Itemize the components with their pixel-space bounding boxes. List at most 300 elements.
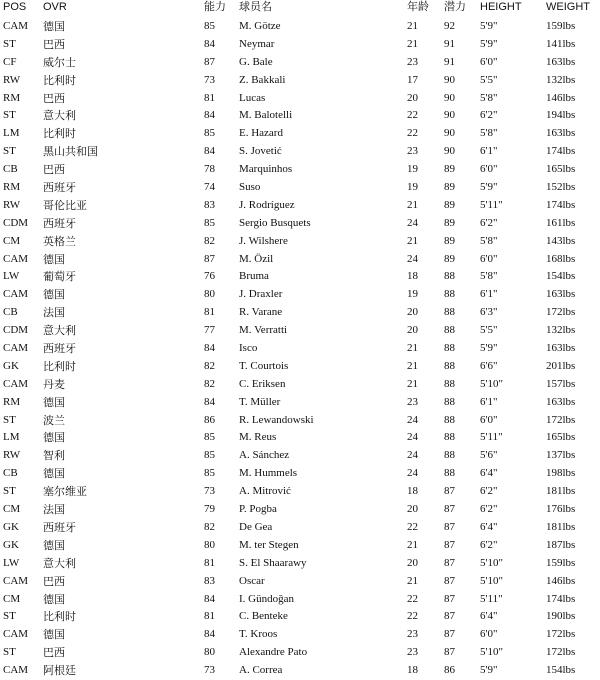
cell-nationality: 塞尔维亚 <box>43 485 87 499</box>
cell-player-name: Lucas <box>239 91 266 104</box>
cell-player-name: De Gea <box>239 520 273 533</box>
cell-player-name: M. Balotelli <box>239 109 293 122</box>
cell-nationality: 英格兰 <box>43 234 76 248</box>
cell-pos: RM <box>3 91 21 104</box>
cell-overall: 85 <box>204 20 215 32</box>
cell-weight: 165lbs <box>546 431 576 444</box>
cell-potential: 87 <box>444 556 455 569</box>
cell-nationality: 德国 <box>43 592 65 606</box>
table-row <box>0 662 600 680</box>
cell-overall: 85 <box>204 467 215 480</box>
cell-potential: 88 <box>444 431 455 444</box>
table-row <box>0 233 600 251</box>
cell-age: 20 <box>407 556 418 569</box>
cell-overall: 83 <box>204 198 215 211</box>
cell-age: 18 <box>407 485 418 498</box>
header-pos: POS <box>3 1 27 13</box>
table-row <box>0 268 600 286</box>
cell-height: 5'9" <box>480 664 498 677</box>
cell-potential: 88 <box>444 359 455 372</box>
cell-nationality: 比利时 <box>43 73 76 87</box>
cell-age: 23 <box>407 55 418 68</box>
cell-age: 23 <box>407 395 418 408</box>
cell-potential: 88 <box>444 270 455 283</box>
cell-nationality: 巴西 <box>43 163 65 177</box>
header-player-name: 球员名 <box>239 1 272 13</box>
table-row <box>0 179 600 197</box>
header-overall: 能力 <box>204 1 226 13</box>
cell-overall: 82 <box>204 359 215 372</box>
cell-weight: 163lbs <box>546 342 576 355</box>
cell-age: 21 <box>407 574 418 587</box>
cell-weight: 141lbs <box>546 37 576 50</box>
cell-height: 5'6" <box>480 449 498 462</box>
cell-overall: 81 <box>204 91 215 104</box>
cell-potential: 87 <box>444 628 455 641</box>
cell-potential: 87 <box>444 574 455 587</box>
cell-height: 6'4" <box>480 610 498 623</box>
cell-potential: 90 <box>444 127 455 140</box>
table-row <box>0 358 600 376</box>
cell-weight: 163lbs <box>546 395 576 408</box>
cell-age: 24 <box>407 216 418 229</box>
cell-nationality: 德国 <box>43 431 65 445</box>
cell-height: 6'0" <box>480 628 498 641</box>
cell-nationality: 比利时 <box>43 610 76 624</box>
cell-height: 6'0" <box>480 413 498 426</box>
cell-pos: CAM <box>3 574 29 587</box>
cell-weight: 163lbs <box>546 127 576 140</box>
cell-nationality: 智利 <box>43 449 65 463</box>
table-row <box>0 54 600 72</box>
cell-weight: 163lbs <box>546 55 576 68</box>
cell-weight: 163lbs <box>546 288 576 301</box>
cell-age: 22 <box>407 610 418 623</box>
cell-pos: CB <box>3 163 18 176</box>
cell-nationality: 法国 <box>43 503 65 517</box>
cell-potential: 88 <box>444 395 455 408</box>
cell-height: 5'11" <box>480 592 503 605</box>
cell-height: 6'0" <box>480 163 498 176</box>
cell-player-name: M. Hummels <box>239 467 298 480</box>
cell-height: 6'4" <box>480 520 498 533</box>
cell-weight: 172lbs <box>546 306 576 319</box>
cell-nationality: 波兰 <box>43 413 65 427</box>
cell-nationality: 比利时 <box>43 127 76 141</box>
cell-weight: 174lbs <box>546 198 576 211</box>
cell-pos: RW <box>3 449 21 462</box>
table-row <box>0 197 600 215</box>
cell-weight: 159lbs <box>546 20 576 32</box>
cell-age: 21 <box>407 359 418 372</box>
cell-weight: 187lbs <box>546 538 576 551</box>
cell-age: 21 <box>407 37 418 50</box>
table-row <box>0 322 600 340</box>
table-row <box>0 90 600 108</box>
cell-weight: 143lbs <box>546 234 576 247</box>
table-row <box>0 573 600 591</box>
cell-nationality: 德国 <box>43 538 65 552</box>
cell-potential: 88 <box>444 467 455 480</box>
cell-weight: 157lbs <box>546 377 576 390</box>
cell-overall: 85 <box>204 431 215 444</box>
cell-potential: 88 <box>444 324 455 337</box>
table-row <box>0 36 600 54</box>
cell-nationality: 意大利 <box>43 556 76 570</box>
cell-potential: 90 <box>444 145 455 158</box>
cell-potential: 88 <box>444 288 455 301</box>
cell-age: 23 <box>407 145 418 158</box>
cell-weight: 146lbs <box>546 91 576 104</box>
cell-weight: 132lbs <box>546 73 576 86</box>
cell-potential: 87 <box>444 520 455 533</box>
cell-potential: 87 <box>444 485 455 498</box>
cell-potential: 90 <box>444 73 455 86</box>
cell-age: 20 <box>407 503 418 516</box>
cell-player-name: M. Reus <box>239 431 277 444</box>
cell-nationality: 比利时 <box>43 359 76 373</box>
cell-nationality: 巴西 <box>43 91 65 105</box>
table-row <box>0 18 600 36</box>
cell-age: 22 <box>407 127 418 140</box>
cell-player-name: M. Götze <box>239 20 281 32</box>
cell-height: 6'2" <box>480 109 498 122</box>
cell-height: 5'11" <box>480 198 503 211</box>
cell-potential: 87 <box>444 538 455 551</box>
cell-pos: ST <box>3 610 16 623</box>
cell-player-name: R. Varane <box>239 306 283 319</box>
cell-nationality: 德国 <box>43 288 65 302</box>
cell-pos: RW <box>3 73 21 86</box>
cell-player-name: S. Jovetić <box>239 145 282 158</box>
cell-potential: 89 <box>444 181 455 194</box>
cell-pos: CAM <box>3 20 29 32</box>
cell-age: 21 <box>407 377 418 390</box>
table-row <box>0 644 600 662</box>
cell-age: 20 <box>407 306 418 319</box>
cell-height: 5'9" <box>480 37 498 50</box>
table-row <box>0 107 600 125</box>
cell-potential: 88 <box>444 449 455 462</box>
cell-height: 5'10" <box>480 377 503 390</box>
header-potential: 潜力 <box>444 1 466 13</box>
cell-player-name: Marquinhos <box>239 163 293 176</box>
cell-height: 5'10" <box>480 574 503 587</box>
cell-player-name: E. Hazard <box>239 127 283 140</box>
table-row <box>0 447 600 465</box>
cell-weight: 159lbs <box>546 556 576 569</box>
cell-weight: 198lbs <box>546 467 576 480</box>
cell-age: 18 <box>407 270 418 283</box>
cell-player-name: M. ter Stegen <box>239 538 299 551</box>
header-weight: WEIGHT <box>546 1 590 13</box>
cell-height: 6'3" <box>480 306 498 319</box>
cell-pos: LW <box>3 556 20 569</box>
table-row <box>0 143 600 161</box>
table-row <box>0 608 600 626</box>
cell-pos: GK <box>3 359 19 372</box>
header-nationality: OVR <box>43 1 67 13</box>
cell-height: 5'5" <box>480 324 498 337</box>
table-row <box>0 519 600 537</box>
cell-pos: CM <box>3 234 21 247</box>
cell-age: 22 <box>407 109 418 122</box>
cell-potential: 89 <box>444 234 455 247</box>
cell-overall: 77 <box>204 324 215 337</box>
cell-overall: 84 <box>204 628 215 641</box>
cell-pos: CM <box>3 503 21 516</box>
cell-potential: 88 <box>444 377 455 390</box>
cell-height: 5'5" <box>480 73 498 86</box>
cell-nationality: 巴西 <box>43 646 65 660</box>
cell-weight: 161lbs <box>546 216 576 229</box>
cell-overall: 87 <box>204 55 215 68</box>
cell-pos: GK <box>3 538 19 551</box>
table-row <box>0 555 600 573</box>
cell-pos: LW <box>3 270 20 283</box>
table-row <box>0 340 600 358</box>
cell-player-name: A. Mitrović <box>239 485 291 498</box>
cell-player-name: T. Courtois <box>239 359 289 372</box>
cell-pos: CB <box>3 467 18 480</box>
cell-weight: 154lbs <box>546 664 576 677</box>
cell-weight: 154lbs <box>546 270 576 283</box>
cell-player-name: Oscar <box>239 574 265 587</box>
table-row <box>0 251 600 269</box>
cell-height: 5'9" <box>480 342 498 355</box>
cell-age: 21 <box>407 342 418 355</box>
cell-age: 24 <box>407 449 418 462</box>
cell-pos: ST <box>3 145 16 158</box>
cell-nationality: 丹麦 <box>43 377 65 391</box>
cell-age: 21 <box>407 538 418 551</box>
cell-age: 22 <box>407 592 418 605</box>
table-row <box>0 412 600 430</box>
cell-nationality: 西班牙 <box>43 181 76 195</box>
cell-pos: ST <box>3 37 16 50</box>
cell-nationality: 德国 <box>43 628 65 642</box>
cell-nationality: 德国 <box>43 395 65 409</box>
cell-player-name: Alexandre Pato <box>239 646 308 659</box>
table-row <box>0 429 600 447</box>
cell-weight: 174lbs <box>546 592 576 605</box>
cell-overall: 87 <box>204 252 215 265</box>
table-row <box>0 591 600 609</box>
cell-potential: 89 <box>444 252 455 265</box>
cell-player-name: Sergio Busquets <box>239 216 311 229</box>
cell-nationality: 黑山共和国 <box>43 145 98 159</box>
cell-height: 5'10" <box>480 556 503 569</box>
cell-overall: 86 <box>204 413 215 426</box>
cell-weight: 132lbs <box>546 324 576 337</box>
cell-potential: 87 <box>444 592 455 605</box>
cell-height: 5'8" <box>480 127 498 140</box>
cell-player-name: T. Kroos <box>239 628 278 641</box>
cell-pos: GK <box>3 520 19 533</box>
cell-height: 6'2" <box>480 485 498 498</box>
cell-age: 21 <box>407 234 418 247</box>
cell-potential: 89 <box>444 163 455 176</box>
table-body <box>0 18 600 680</box>
cell-weight: 146lbs <box>546 574 576 587</box>
cell-potential: 86 <box>444 664 455 677</box>
cell-player-name: M. Verratti <box>239 324 288 337</box>
cell-nationality: 西班牙 <box>43 216 76 230</box>
cell-height: 6'6" <box>480 359 498 372</box>
cell-potential: 89 <box>444 216 455 229</box>
cell-height: 6'0" <box>480 252 498 265</box>
cell-overall: 84 <box>204 342 215 355</box>
cell-pos: RM <box>3 181 21 194</box>
cell-potential: 88 <box>444 413 455 426</box>
cell-weight: 172lbs <box>546 628 576 641</box>
cell-overall: 82 <box>204 520 215 533</box>
cell-weight: 190lbs <box>546 610 576 623</box>
cell-potential: 87 <box>444 610 455 623</box>
cell-player-name: J. Draxler <box>239 288 283 301</box>
cell-age: 24 <box>407 431 418 444</box>
cell-pos: CAM <box>3 377 29 390</box>
cell-player-name: Bruma <box>239 270 269 283</box>
cell-overall: 74 <box>204 181 215 194</box>
cell-pos: CAM <box>3 664 29 677</box>
cell-pos: CF <box>3 55 17 68</box>
cell-nationality: 威尔士 <box>43 55 76 69</box>
cell-player-name: I. Gündoğan <box>239 592 294 605</box>
cell-potential: 89 <box>444 198 455 211</box>
cell-overall: 85 <box>204 449 215 462</box>
table-row <box>0 72 600 90</box>
cell-player-name: S. El Shaarawy <box>239 556 307 569</box>
cell-pos: CAM <box>3 628 29 641</box>
cell-player-name: R. Lewandowski <box>239 413 314 426</box>
table-row <box>0 161 600 179</box>
cell-height: 5'8" <box>480 91 498 104</box>
cell-height: 6'2" <box>480 538 498 551</box>
cell-weight: 194lbs <box>546 109 576 122</box>
cell-overall: 83 <box>204 574 215 587</box>
cell-potential: 90 <box>444 109 455 122</box>
cell-nationality: 巴西 <box>43 574 65 588</box>
cell-age: 20 <box>407 324 418 337</box>
cell-pos: CM <box>3 592 21 605</box>
cell-weight: 168lbs <box>546 252 576 265</box>
cell-potential: 87 <box>444 503 455 516</box>
cell-age: 24 <box>407 252 418 265</box>
cell-nationality: 法国 <box>43 306 65 320</box>
cell-pos: LM <box>3 431 20 444</box>
cell-age: 21 <box>407 198 418 211</box>
cell-potential: 92 <box>444 20 455 32</box>
cell-overall: 84 <box>204 592 215 605</box>
cell-player-name: G. Bale <box>239 55 273 68</box>
cell-weight: 174lbs <box>546 145 576 158</box>
table-row <box>0 376 600 394</box>
cell-player-name: C. Benteke <box>239 610 288 623</box>
cell-weight: 172lbs <box>546 413 576 426</box>
cell-height: 5'9" <box>480 20 498 32</box>
cell-player-name: J. Rodríguez <box>239 198 295 211</box>
cell-weight: 165lbs <box>546 163 576 176</box>
cell-pos: ST <box>3 485 16 498</box>
cell-pos: CDM <box>3 216 29 229</box>
cell-overall: 81 <box>204 556 215 569</box>
cell-weight: 201lbs <box>546 359 576 372</box>
cell-potential: 91 <box>444 55 455 68</box>
cell-overall: 84 <box>204 109 215 122</box>
table-row <box>0 215 600 233</box>
table-header <box>0 0 600 18</box>
table-row <box>0 394 600 412</box>
cell-pos: LM <box>3 127 20 140</box>
cell-player-name: M. Özil <box>239 252 274 265</box>
table-row <box>0 537 600 555</box>
cell-age: 18 <box>407 664 418 677</box>
cell-potential: 88 <box>444 342 455 355</box>
cell-overall: 80 <box>204 288 215 301</box>
header-height: HEIGHT <box>480 1 522 13</box>
cell-height: 6'1" <box>480 145 498 158</box>
table-row <box>0 501 600 519</box>
cell-nationality: 葡萄牙 <box>43 270 76 284</box>
cell-weight: 181lbs <box>546 520 576 533</box>
cell-pos: CDM <box>3 324 29 337</box>
cell-height: 5'9" <box>480 181 498 194</box>
cell-weight: 152lbs <box>546 181 576 194</box>
cell-pos: RW <box>3 198 21 211</box>
cell-nationality: 巴西 <box>43 37 65 51</box>
cell-height: 6'1" <box>480 288 498 301</box>
cell-age: 22 <box>407 520 418 533</box>
cell-overall: 85 <box>204 127 215 140</box>
header-age: 年龄 <box>407 1 429 13</box>
cell-player-name: Suso <box>239 181 261 194</box>
cell-pos: CAM <box>3 342 29 355</box>
cell-nationality: 德国 <box>43 252 65 266</box>
cell-nationality: 阿根廷 <box>43 664 76 678</box>
cell-overall: 84 <box>204 145 215 158</box>
cell-potential: 91 <box>444 37 455 50</box>
cell-age: 24 <box>407 413 418 426</box>
cell-overall: 85 <box>204 216 215 229</box>
cell-height: 5'10" <box>480 646 503 659</box>
cell-height: 6'1" <box>480 395 498 408</box>
cell-nationality: 哥伦比亚 <box>43 198 87 212</box>
cell-height: 6'0" <box>480 55 498 68</box>
cell-player-name: C. Eriksen <box>239 377 286 390</box>
cell-pos: ST <box>3 109 16 122</box>
table-row <box>0 465 600 483</box>
table-row <box>0 125 600 143</box>
cell-pos: RM <box>3 395 21 408</box>
cell-nationality: 意大利 <box>43 324 76 338</box>
cell-height: 6'4" <box>480 467 498 480</box>
cell-nationality: 西班牙 <box>43 520 76 534</box>
cell-pos: ST <box>3 646 16 659</box>
cell-age: 24 <box>407 467 418 480</box>
cell-height: 5'11" <box>480 431 503 444</box>
cell-height: 6'2" <box>480 503 498 516</box>
cell-player-name: Z. Bakkali <box>239 73 286 86</box>
cell-height: 6'2" <box>480 216 498 229</box>
cell-overall: 73 <box>204 664 215 677</box>
cell-overall: 76 <box>204 270 215 283</box>
cell-age: 21 <box>407 20 418 32</box>
cell-height: 5'8" <box>480 234 498 247</box>
cell-player-name: A. Sánchez <box>239 449 290 462</box>
cell-player-name: A. Correa <box>239 664 283 677</box>
cell-pos: ST <box>3 413 16 426</box>
